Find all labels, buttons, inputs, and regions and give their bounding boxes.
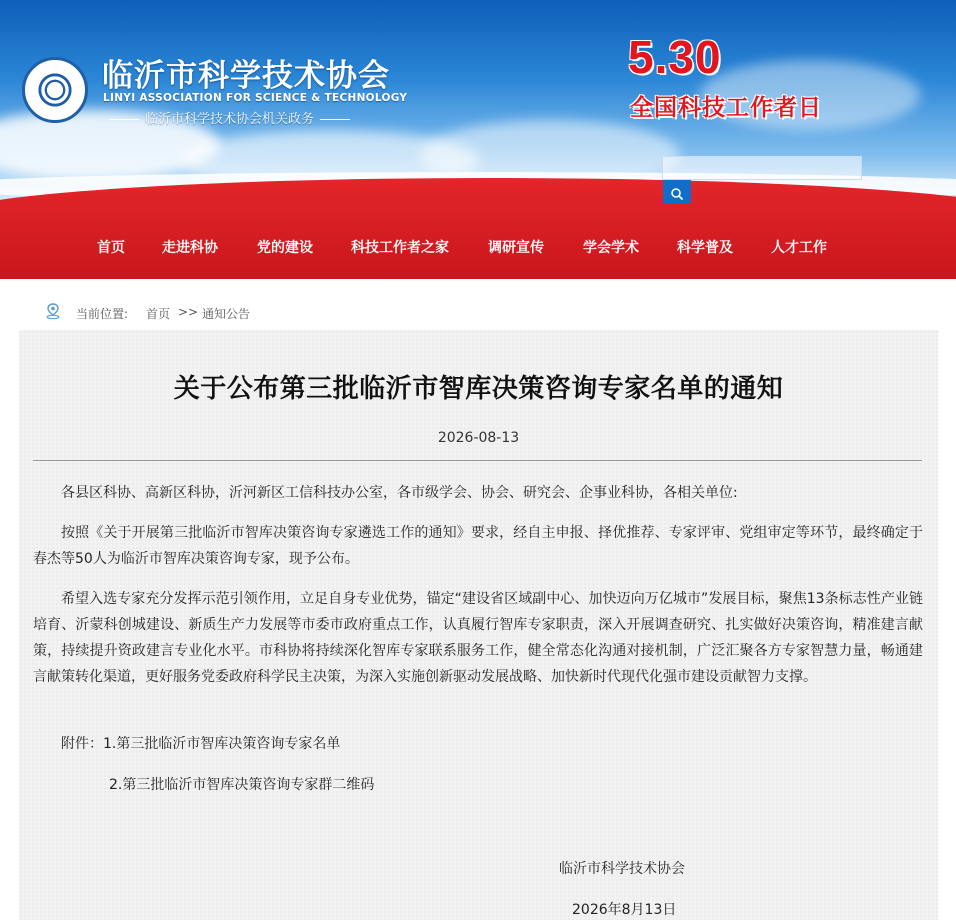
- nav-item-talent[interactable]: 人才工作: [771, 240, 827, 256]
- nav-item-home-of-workers[interactable]: 科技工作者之家: [351, 240, 449, 256]
- breadcrumb-current[interactable]: 通知公告: [202, 307, 251, 321]
- article-panel: [19, 330, 938, 920]
- org-name[interactable]: 临沂市科学技术协会: [102, 58, 390, 94]
- header-banner: [0, 0, 956, 279]
- nav-item-research[interactable]: 调研宣传: [488, 240, 544, 256]
- breadcrumb-home-link[interactable]: 首页: [146, 307, 171, 321]
- dash-line: [109, 119, 139, 120]
- article-paragraph-2: 希望入选专家充分发挥示范引领作用，立足自身专业优势，锚定“建设省区域副中心、加快迈向万亿城市”发展目标，聚焦13条标志性产业链培育、沂蒙科创城建设、新质生产力发展等市委市政府重点工作，认真履行智库专家职责，深入开展调查研究、扎实做好决策咨询，精准建言献策，持续提升资政建言专业化水平。市科协将持续深化智库专家联系服务工作，健全常态化沟通对接机制，广泛汇聚各方专家智慧力量，畅通建言献策转化渠道，更好服务党委政府科学民主决策，为深入实施创新驱动发展战略、加快新时代现代化强市建设贡献智力支撑。: [33, 591, 923, 685]
- event-text: 全国科技工作者日: [630, 95, 822, 121]
- nav-item-party[interactable]: 党的建设: [257, 240, 313, 256]
- breadcrumb-separator: >>: [178, 305, 199, 319]
- search-input[interactable]: [662, 156, 862, 180]
- nav-item-home[interactable]: 首页: [97, 240, 125, 256]
- search-icon: [670, 187, 684, 201]
- search-button[interactable]: [663, 180, 691, 203]
- org-subtitle-text: 临沂市科学技术协会机关政务: [145, 112, 315, 127]
- nav-item-popular-science[interactable]: 科学普及: [677, 240, 733, 256]
- dash-line: [320, 119, 350, 120]
- article-date: 2026-08-13: [437, 430, 520, 446]
- nav-item-about[interactable]: 走进科协: [162, 240, 218, 256]
- location-pin-icon: [44, 302, 62, 320]
- article-paragraph-1: 按照《关于开展第三批临沂市智库决策咨询专家遴选工作的通知》要求，经自主申报、择优推荐、专家评审、党组审定等环节，最终确定于春杰等50人为临沂市智库决策咨询专家，现予公布。: [33, 525, 923, 567]
- article-title: 关于公布第三批临沂市智库决策咨询专家名单的通知: [173, 374, 784, 404]
- title-divider: [33, 460, 922, 461]
- annex-1[interactable]: 附件：1.第三批临沂市智库决策咨询专家名单: [61, 736, 341, 752]
- org-name-en: LINYI ASSOCIATION FOR SCIENCE & TECHNOLOGY: [103, 92, 408, 104]
- signature-date: 2026年8月13日: [572, 902, 677, 918]
- main-nav: [0, 232, 956, 264]
- globe-icon: [35, 70, 75, 110]
- signature-org: 临沂市科学技术协会: [559, 861, 685, 877]
- breadcrumb-prefix: 当前位置:: [76, 307, 129, 321]
- nav-item-academic[interactable]: 学会学术: [583, 240, 639, 256]
- event-number: 5.30: [628, 31, 722, 83]
- org-subtitle: [103, 108, 356, 127]
- logo-emblem[interactable]: [22, 57, 88, 123]
- annex-2[interactable]: 2.第三批临沂市智库决策咨询专家群二维码: [109, 777, 375, 793]
- article-greeting: 各县区科协、高新区科协，沂河新区工信科技办公室，各市级学会、协会、研究会、企事业科协，各相关单位:: [61, 485, 738, 501]
